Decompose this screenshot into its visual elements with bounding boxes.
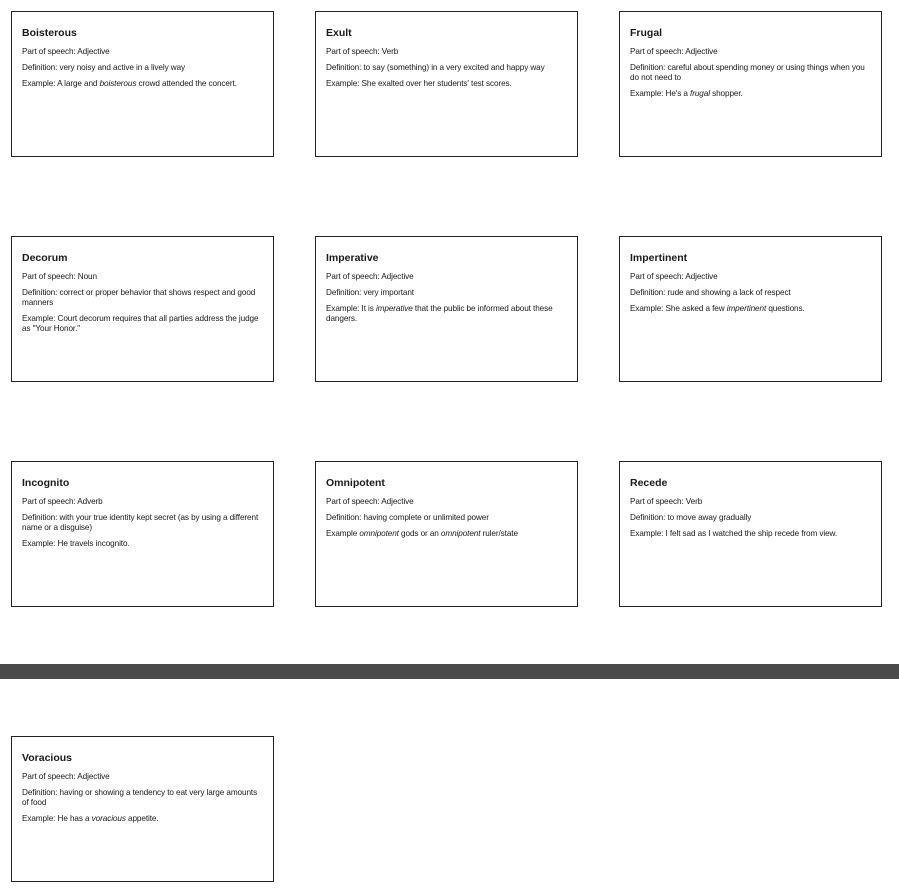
card-definition <box>22 288 263 308</box>
example-text-end: appetite. <box>125 814 159 823</box>
card-word: Frugal <box>630 27 663 39</box>
example-label: Example: <box>22 79 58 88</box>
card-part-of-speech <box>630 47 871 57</box>
pos-label: Part of speech: <box>22 497 78 506</box>
pos-value: Adverb <box>77 497 103 506</box>
pos-label: Part of speech: <box>22 47 78 56</box>
card-example <box>22 79 263 89</box>
pos-label: Part of speech: <box>630 47 686 56</box>
example-text-middle: gods or an <box>398 529 441 538</box>
card-example <box>22 314 263 334</box>
example-text-end: crowd attended the concert. <box>136 79 237 88</box>
definition-label: Definition: <box>326 513 364 522</box>
card-example <box>22 814 263 824</box>
card-part-of-speech <box>630 272 871 282</box>
example-italic: omnipotent <box>359 529 399 538</box>
example-label: Example: <box>22 314 58 323</box>
card-definition <box>22 513 263 533</box>
card-definition <box>22 63 263 73</box>
vocab-card-decorum <box>11 236 274 382</box>
definition-text: to move away gradually <box>667 513 752 522</box>
card-word: Boisterous <box>22 27 77 39</box>
definition-label: Definition: <box>22 788 60 797</box>
definition-label: Definition: <box>630 63 668 72</box>
example-label: Example: <box>22 814 58 823</box>
card-example <box>630 529 871 539</box>
vocab-card-boisterous <box>11 11 274 157</box>
example-text: He has a <box>57 814 92 823</box>
card-part-of-speech <box>630 497 871 507</box>
example-text-end: shopper. <box>709 89 743 98</box>
example-italic: imperative <box>375 304 413 313</box>
pos-value: Adjective <box>381 497 414 506</box>
pos-value: Adjective <box>381 272 414 281</box>
card-part-of-speech <box>22 772 263 782</box>
example-italic-2: omnipotent <box>440 529 481 538</box>
card-example <box>22 539 263 549</box>
example-label: Example: <box>326 79 362 88</box>
pos-value: Adjective <box>685 272 718 281</box>
card-word: Omnipotent <box>326 477 385 489</box>
definition-text: careful about spending money or using things when you do not need to <box>630 63 865 82</box>
card-definition <box>630 63 871 83</box>
example-label: Example: <box>22 539 58 548</box>
pos-value: Verb <box>685 497 703 506</box>
definition-label: Definition: <box>22 63 60 72</box>
definition-text: having or showing a tendency to eat very large amounts of food <box>22 788 258 807</box>
card-part-of-speech <box>326 272 567 282</box>
pos-value: Adjective <box>77 47 110 56</box>
vocab-card-incognito <box>11 461 274 607</box>
card-example <box>326 79 567 89</box>
example-text-end: questions. <box>766 304 805 313</box>
example-label: Example: <box>630 304 666 313</box>
vocab-card-recede <box>619 461 882 607</box>
card-definition <box>326 63 567 73</box>
card-part-of-speech <box>22 272 263 282</box>
vocab-card-impertinent <box>619 236 882 382</box>
example-text-end: that the public be informed about these dangers. <box>326 304 553 323</box>
example-label: Example: <box>326 304 362 313</box>
pos-label: Part of speech: <box>326 47 382 56</box>
card-example <box>326 304 567 324</box>
card-part-of-speech <box>22 47 263 57</box>
pos-label: Part of speech: <box>630 272 686 281</box>
page-break-divider <box>0 664 899 679</box>
pos-value: Adjective <box>77 772 110 781</box>
definition-label: Definition: <box>22 513 60 522</box>
definition-text: very noisy and active in a lively way <box>59 63 186 72</box>
example-italic: impertinent <box>726 304 767 313</box>
card-word: Voracious <box>22 752 72 764</box>
card-definition <box>630 513 871 523</box>
example-italic: voracious <box>91 814 126 823</box>
pos-value: Verb <box>381 47 399 56</box>
card-word: Decorum <box>22 252 68 264</box>
definition-text: very important <box>363 288 414 297</box>
card-example <box>326 529 567 539</box>
card-word: Recede <box>630 477 668 489</box>
example-text: A large and <box>57 79 100 88</box>
pos-label: Part of speech: <box>326 272 382 281</box>
card-definition <box>326 288 567 298</box>
card-word: Exult <box>326 27 352 39</box>
pos-value: Noun <box>77 272 97 281</box>
definition-label: Definition: <box>326 63 364 72</box>
card-word: Imperative <box>326 252 379 264</box>
example-italic: frugal <box>690 89 710 98</box>
pos-label: Part of speech: <box>630 497 686 506</box>
vocab-card-frugal <box>619 11 882 157</box>
example-text: Court decorum requires that all parties address the judge as "Your Honor." <box>22 314 259 333</box>
example-text: It is <box>361 304 376 313</box>
example-label: Example: <box>630 529 666 538</box>
example-text-end: ruler/state <box>480 529 518 538</box>
vocab-card-omnipotent <box>315 461 578 607</box>
card-part-of-speech <box>326 497 567 507</box>
example-text: He travels incognito. <box>57 539 130 548</box>
card-example <box>630 304 871 314</box>
definition-label: Definition: <box>22 288 60 297</box>
example-text: She exalted over her students' test scores. <box>361 79 512 88</box>
pos-label: Part of speech: <box>22 772 78 781</box>
definition-text: having complete or unlimited power <box>363 513 489 522</box>
card-part-of-speech <box>326 47 567 57</box>
definition-text: rude and showing a lack of respect <box>667 288 791 297</box>
definition-text: to say (something) in a very excited and happy way <box>363 63 545 72</box>
example-text: I felt sad as I watched the ship recede from view. <box>665 529 838 538</box>
example-text: She asked a few <box>665 304 727 313</box>
definition-label: Definition: <box>326 288 364 297</box>
card-definition <box>630 288 871 298</box>
vocab-card-exult <box>315 11 578 157</box>
definition-label: Definition: <box>630 513 668 522</box>
card-word: Impertinent <box>630 252 688 264</box>
example-text: He's a <box>665 89 691 98</box>
definition-text: with your true identity kept secret (as by using a different name or a disguise) <box>22 513 259 532</box>
example-label: Example <box>326 529 360 538</box>
example-italic: boisterous <box>99 79 137 88</box>
pos-value: Adjective <box>685 47 718 56</box>
card-definition <box>22 788 263 808</box>
definition-text: correct or proper behavior that shows respect and good manners <box>22 288 256 307</box>
card-part-of-speech <box>22 497 263 507</box>
definition-label: Definition: <box>630 288 668 297</box>
pos-label: Part of speech: <box>22 272 78 281</box>
card-example <box>630 89 871 99</box>
card-definition <box>326 513 567 523</box>
card-word: Incognito <box>22 477 70 489</box>
vocab-card-imperative <box>315 236 578 382</box>
vocab-card-voracious <box>11 736 274 882</box>
pos-label: Part of speech: <box>326 497 382 506</box>
example-label: Example: <box>630 89 666 98</box>
